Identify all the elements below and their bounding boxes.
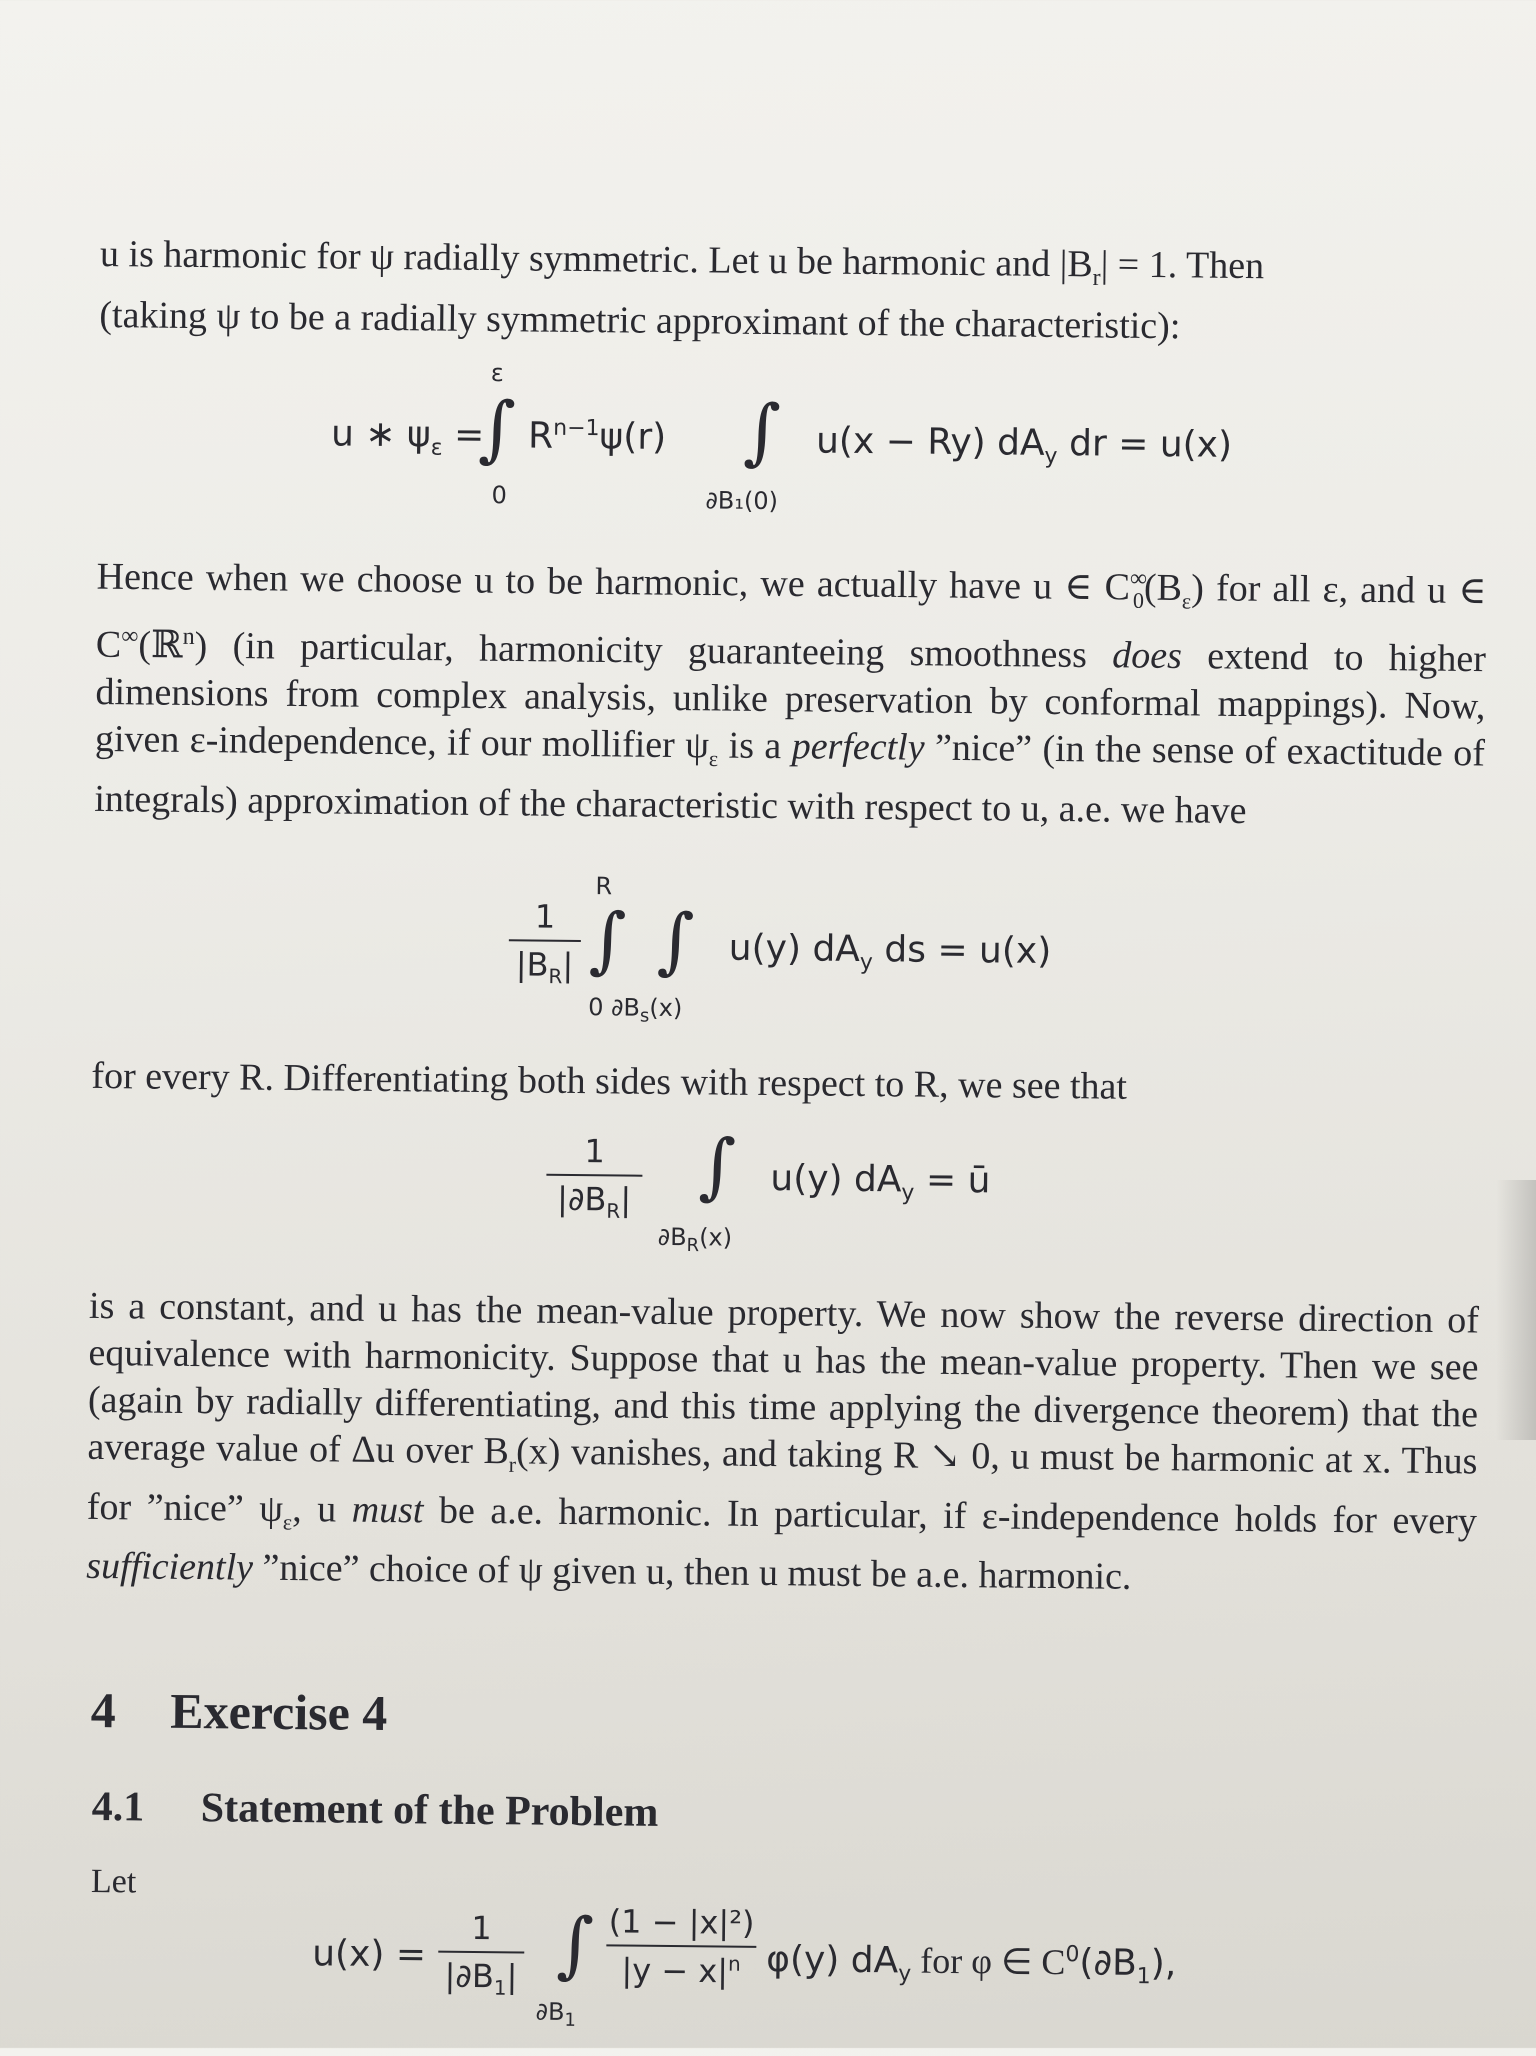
intro-line2: (taking ψ to be a radially symmetric approximant of the characteristic): xyxy=(99,293,1181,347)
emph-sufficiently: sufficiently xyxy=(86,1545,254,1589)
intro-paragraph xyxy=(99,231,1490,353)
integral-sign-1: ∫ xyxy=(477,385,517,471)
eq4-fraction1: 1 $|\partial B_1|$ xyxy=(438,1909,525,2000)
intro-sub-r: r xyxy=(1092,264,1101,292)
eq3-integrand: u(y) $dA_y$ = ū xyxy=(770,1158,991,1206)
eq1-lower-limit: 0 xyxy=(491,481,507,510)
section-number: 4 xyxy=(90,1681,117,1739)
subsection-number: 4.1 xyxy=(91,1783,145,1831)
eq4-rest: φ(y) $dA_y$ for φ ∈ $C^0(\partial B_1)$, xyxy=(765,1939,1177,1990)
intro-line1-end: | = 1. Then xyxy=(1100,243,1265,288)
eq2-lower-limits: 0 $\partial B_s(x)$ xyxy=(588,993,683,1027)
eq3-fraction: 1 $|\partial B_R|$ xyxy=(546,1132,643,1223)
intro-line1: u is harmonic for ψ radially symmetric. Let u be harmonic and |B xyxy=(99,232,1093,286)
emph-perfectly: perfectly xyxy=(791,725,925,769)
eq1-integrand1: $R^{n-1}\psi(r)$ xyxy=(527,415,667,458)
integral-sign-4: ∫ xyxy=(656,897,695,983)
integral-sign-5: ∫ xyxy=(698,1123,737,1208)
eq1-integrand2: u(x − Ry) $dA_y$ dr = u(x) xyxy=(815,420,1233,470)
eq1-domain: ∂B₁(0) xyxy=(705,486,779,516)
eq4-lhs: u(x) = xyxy=(312,1933,427,1976)
section-heading xyxy=(90,1681,387,1742)
eq2-upper-limit: R xyxy=(595,872,613,901)
eq4-fraction2: (1 − |x|²) $|y - x|^n$ xyxy=(606,1902,757,1990)
integral-sign-3: ∫ xyxy=(588,897,627,982)
eq3-domain: $\partial B_R(x)$ xyxy=(657,1222,733,1257)
page-edge-shadow xyxy=(1496,1180,1536,1440)
let-label: Let xyxy=(90,1862,137,1901)
paragraph-differentiate: for every R. Differentiating both sides with respect to R, we see that xyxy=(91,1054,1128,1108)
emph-must: must xyxy=(351,1488,424,1532)
section-title: Exercise 4 xyxy=(169,1682,388,1742)
eq2-fraction: 1 $|B_R|$ xyxy=(508,897,581,988)
eq2-integrand: u(y) $dA_y$ ds = u(x) xyxy=(728,927,1052,976)
eq1-lhs: u ∗ $\psi_\varepsilon$ = xyxy=(330,413,485,461)
emph-does: does xyxy=(1112,634,1183,678)
eq1-upper-limit: ε xyxy=(490,359,504,388)
subsection-title: Statement of the Problem xyxy=(200,1785,659,1836)
integral-sign-2: ∫ xyxy=(742,388,782,474)
subsection-heading xyxy=(92,1783,659,1837)
paragraph-mean-value: is a constant, and u has the mean-value property. We now show the reverse direction of equivalence with harmonicity. Suppose that u has the mean-value property. Then we see (again by radially differentiating, and this time applying the divergence theorem) that the average value of Δu over $B_r(x)$ vanishes, and taking R ↘ 0, u must be harmonic at x. Thus for ”nice” $\psi_\varepsilon$, u must be a.e. harmonic. In particular, if ε-independence holds for every sufficiently ”nice” choice of ψ given u, then u must be a.e. harmonic. xyxy=(86,1284,1480,1599)
integral-sign-6: ∫ xyxy=(555,1901,595,1987)
eq4-domain: $\partial B_1$ xyxy=(535,1997,576,2031)
paragraph-smoothness: Hence when we choose u to be harmonic, we actually have u ∈ $C^\infty_0(B_\varepsilon)$ for all ε, and u ∈ C∞(ℝ$^n$) (in particular, harmonicity guaranteeing smoothness does extend to higher dimensions from complex analysis, unlike preservation by conformal mappings). Now, given ε-independence, if our mollifier $\psi_\varepsilon$ is a perfectly ”nice” (in the sense of exactitude of integrals) approximation of the characteristic with respect to u, a.e. we have xyxy=(94,555,1487,832)
